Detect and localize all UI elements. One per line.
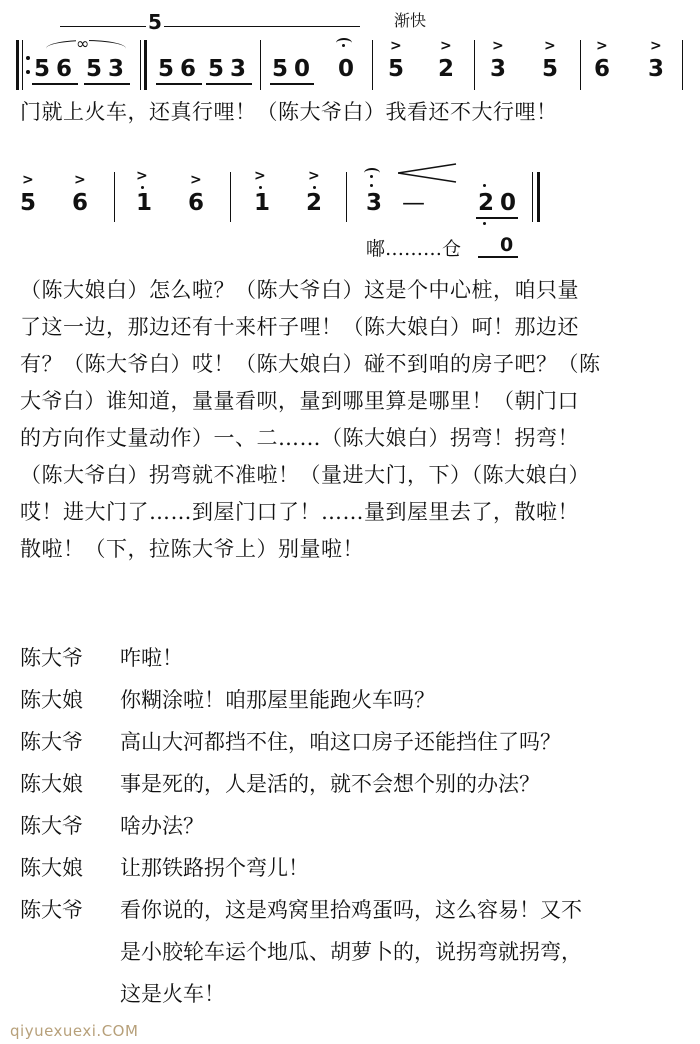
note-dash: — — [402, 190, 425, 216]
note: 5 — [388, 56, 405, 82]
speech-line: 高山大河都挡不住，咱这口房子还能挡住了吗？ — [120, 730, 561, 754]
note: 5 — [272, 56, 289, 82]
accent-mark: > — [22, 172, 34, 188]
beam-underline — [476, 217, 518, 219]
bar-line — [682, 40, 683, 90]
accent-mark: > — [440, 38, 452, 54]
final-bar-thin — [532, 172, 533, 222]
note: 5 — [542, 56, 559, 82]
beam-underline — [156, 83, 202, 85]
note: 5 — [34, 56, 51, 82]
note: 5 — [208, 56, 225, 82]
accent-mark: > — [492, 38, 504, 54]
speech-line: 让那铁路拐个弯儿！ — [120, 856, 309, 880]
percussion-rest: 0 — [500, 234, 514, 256]
speech-line: 是小胶轮车运个地瓜、胡萝卜的，说拐弯就拐弯， — [120, 940, 582, 964]
accent-mark: > — [136, 168, 148, 184]
tempo-marking: 渐快 — [394, 11, 427, 30]
fermata-dot — [342, 44, 345, 47]
note: 0 — [294, 56, 311, 82]
bar-line — [372, 40, 373, 90]
note: 5 — [86, 56, 103, 82]
percussion-text: 嘟………仓 — [366, 238, 462, 260]
speaker-name: 陈大爷 — [20, 814, 83, 838]
accent-mark: > — [254, 168, 266, 184]
note: 1 — [136, 190, 153, 216]
note: 5 — [158, 56, 175, 82]
speech-line: 这是火车！ — [120, 982, 225, 1006]
note: 3 — [490, 56, 507, 82]
note: 6 — [594, 56, 611, 82]
narration-line: 有？（陈大爷白）哎！（陈大娘白）碰不到咱的房子吧？（陈 — [20, 352, 601, 376]
repeat-dot — [26, 56, 30, 60]
accent-mark: > — [308, 168, 320, 184]
note: 6 — [72, 190, 89, 216]
accent-mark: > — [650, 38, 662, 54]
bar-line — [144, 40, 147, 90]
note: 0 — [338, 56, 355, 82]
speaker-name: 陈大娘 — [20, 688, 83, 712]
speech-line: 看你说的，这是鸡窝里拾鸡蛋吗，这么容易！又不 — [120, 898, 582, 922]
speaker-name: 陈大娘 — [20, 856, 83, 880]
octave-dot — [370, 184, 373, 187]
note: 6 — [180, 56, 197, 82]
bar-line — [474, 40, 475, 90]
bar-line — [260, 40, 261, 90]
fermata-dot — [370, 175, 373, 178]
note: 2 — [438, 56, 455, 82]
accent-mark: > — [74, 172, 86, 188]
speech-line: 事是死的，人是活的，就不会想个别的办法？ — [120, 772, 540, 796]
speaker-name: 陈大爷 — [20, 646, 83, 670]
speech-line: 咋啦！ — [120, 646, 183, 670]
note: 3 — [108, 56, 125, 82]
repeat-bar-thick — [16, 40, 19, 90]
accent-mark: > — [596, 38, 608, 54]
crescendo-icon — [398, 160, 458, 186]
beam-underline — [206, 83, 252, 85]
narration-line: （陈大爷白）拐弯就不准啦！（量进大门，下）（陈大娘白） — [20, 463, 590, 487]
bar-line — [230, 172, 231, 222]
bar-line — [140, 40, 141, 90]
speaker-name: 陈大爷 — [20, 730, 83, 754]
repeat-dot — [26, 70, 30, 74]
narration-paragraph — [20, 272, 684, 568]
score-line-2 — [0, 150, 700, 260]
beam-underline — [32, 83, 78, 85]
accent-mark: > — [544, 38, 556, 54]
octave-dot — [313, 186, 316, 189]
speech-line: 你糊涂啦！咱那屋里能跑火车吗？ — [120, 688, 435, 712]
bar-line — [346, 172, 347, 222]
measure-number-line — [60, 26, 360, 27]
note: 2 — [478, 190, 495, 216]
note: 1 — [254, 190, 271, 216]
beam-underline — [84, 83, 130, 85]
accent-mark: > — [390, 38, 402, 54]
note: 2 — [306, 190, 323, 216]
narration-line: 了这一边，那边还有十来杆子哩！（陈大娘白）呵！那边还 — [20, 315, 579, 339]
note: 0 — [500, 190, 517, 216]
note: 5 — [20, 190, 37, 216]
note: 3 — [230, 56, 247, 82]
octave-dot-below — [483, 222, 486, 225]
watermark-text: qiyuexuexi.COM — [10, 1022, 139, 1040]
octave-dot — [141, 186, 144, 189]
narration-line: 大爷白）谁知道，量量看呗，量到哪里算是哪里！（朝门口 — [20, 389, 579, 413]
note: 6 — [188, 190, 205, 216]
speaker-name: 陈大爷 — [20, 898, 83, 922]
final-bar-thick — [537, 172, 540, 222]
beam-underline — [478, 256, 518, 258]
bar-line — [580, 40, 581, 90]
octave-dot — [483, 184, 486, 187]
lyric-line-1: 门就上火车，还真行哩！（陈大爷白）我看还不大行哩！ — [20, 100, 558, 124]
repeat-bar-thin — [22, 40, 23, 90]
speaker-name: 陈大娘 — [20, 772, 83, 796]
octave-dot — [259, 186, 262, 189]
bar-line — [114, 172, 115, 222]
narration-line: 散啦！（下，拉陈大爷上）别量啦！ — [20, 537, 364, 561]
accent-mark: > — [190, 172, 202, 188]
measure-number: 5 — [148, 10, 162, 34]
narration-line: 哎！进大门了……到屋门口了！……量到屋里去了，散啦！ — [20, 500, 579, 524]
narration-line: （陈大娘白）怎么啦？（陈大爷白）这是个中心桩，咱只量 — [20, 278, 579, 302]
note: 6 — [56, 56, 73, 82]
note: 3 — [366, 190, 383, 216]
narration-line: 的方向作丈量动作）一、二……（陈大娘白）拐弯！拐弯！ — [20, 426, 579, 450]
note: 3 — [648, 56, 665, 82]
beam-underline — [270, 83, 314, 85]
speech-line: 啥办法？ — [120, 814, 204, 838]
repeat-marking: ∞ — [76, 34, 90, 53]
